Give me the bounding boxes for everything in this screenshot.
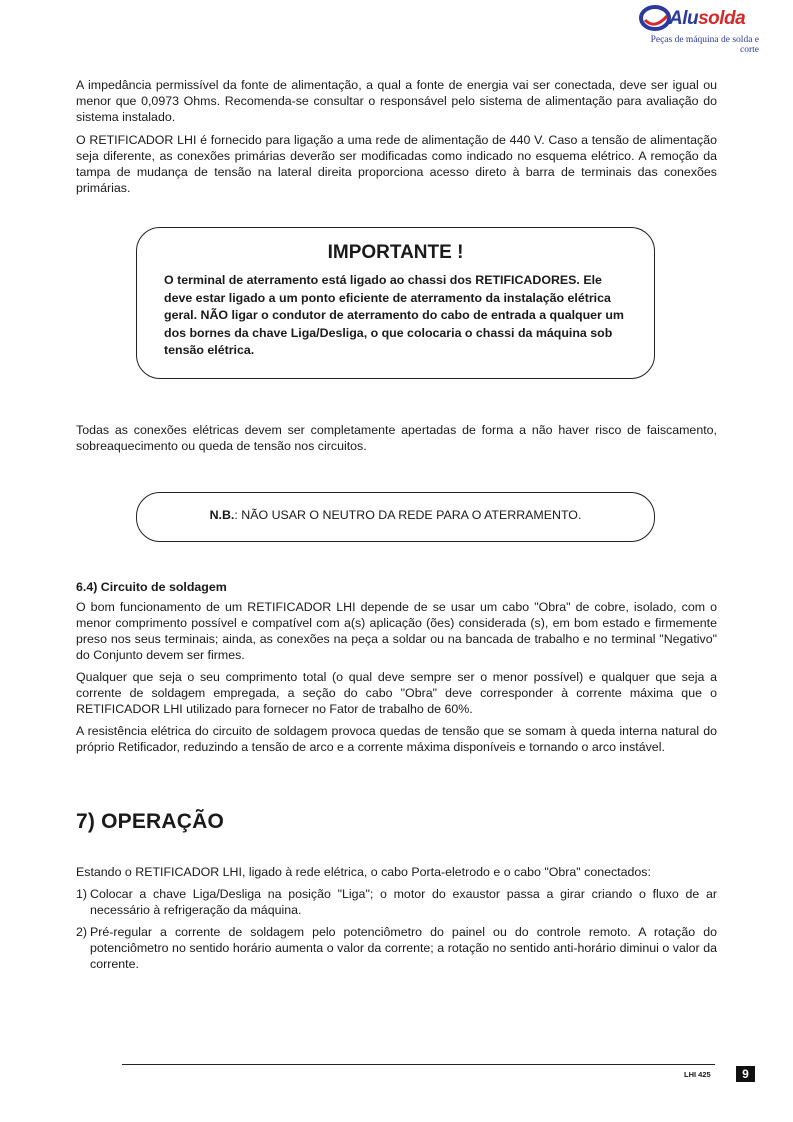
section-7-intro: Estando o RETIFICADOR LHI, ligado à rede elétrica, o cabo Porta-eletrodo e o cabo "Obra" conectados: (76, 865, 651, 879)
section-6-4 (76, 580, 717, 755)
important-box (136, 227, 655, 379)
logo-name-part2: solda (698, 8, 746, 29)
nb-box (136, 492, 655, 542)
connections-paragraph: Todas as conexões elétricas devem ser completamente apertadas de forma a não haver risco de faiscamento, sobreaquecimento ou queda de tensão nos circuitos. (76, 423, 717, 453)
footer-divider (122, 1064, 715, 1065)
supply-paragraph-block (76, 132, 717, 196)
list-item (76, 924, 717, 972)
nb-label: N.B. (209, 508, 235, 522)
section-7 (76, 810, 717, 972)
list-item-text: Colocar a chave Liga/Desliga na posição "Liga"; o motor do exaustor passa a girar criando o fluxo de ar necessário à refrigeração da máquina. (90, 887, 717, 917)
footer-model: LHI 425 (684, 1070, 711, 1079)
logo-swirl-icon (639, 4, 673, 32)
section-6-4-paragraph-2: Qualquer que seja o seu comprimento total (o qual deve sempre ser o menor possível) e qualquer que seja a corrente de soldagem empregada, a seção do cabo "Obra" deve corresponder à corrente máxima que o RETIFICADOR LHI utilizado para fornecer no Fator de trabalho de 60%. (76, 670, 717, 716)
section-6-4-heading: 6.4) Circuito de soldagem (76, 580, 227, 594)
list-item (76, 886, 717, 918)
section-6-4-paragraph-3: A resistência elétrica do circuito de soldagem provoca quedas de tensão que se somam à queda interna natural do próprio Retificador, reduzindo a tensão de arco e a corrente máxima disponíveis e tornando o arco instável. (76, 724, 717, 754)
nb-text (137, 508, 654, 522)
impedance-paragraph: A impedância permissível da fonte de alimentação, a qual a fonte de energia vai ser conectada, deve ser igual ou menor que 0,0973 Ohms. Recomenda-se consultar o responsável pelo sistema de alimentação para avaliação do sistema instalado. (76, 78, 717, 124)
supply-paragraph: O RETIFICADOR LHI é fornecido para ligação a uma rede de alimentação de 440 V. Caso a tensão de alimentação seja diferente, as conexões primárias deverão ser modificadas como indicado no esquema elétrico. A remoção da tampa de mudança de tensão na lateral direita proporciona acesso direto à barra de terminais das conexões primárias. (76, 133, 717, 195)
section-7-heading: 7) OPERAÇÃO (76, 810, 225, 833)
page-number: 9 (736, 1066, 755, 1082)
section-6-4-paragraph-1: O bom funcionamento de um RETIFICADOR LHI depende de se usar um cabo "Obra" de cobre, isolado, com o menor comprimento possível e compatível com a(s) aplicação (ões) considerada (s), em bom estado e firmemente preso nos seus terminais; ainda, as conexões na peça a soldar ou na bancada de trabalho e no terminal "Negativo" do Conjunto devem ser firmes. (76, 600, 717, 662)
impedance-paragraph-block (76, 77, 717, 125)
important-title: IMPORTANTE ! (327, 242, 464, 263)
logo-tagline: Peças de máquina de solda e corte (650, 35, 759, 55)
nb-message: : NÃO USAR O NEUTRO DA REDE PARA O ATERRAMENTO. (234, 508, 582, 522)
list-item-number: 1) (76, 887, 88, 901)
connections-paragraph-block (76, 422, 717, 454)
brand-logo (639, 2, 759, 55)
logo-name (669, 8, 745, 30)
list-item-text: Pré-regular a corrente de soldagem pelo potenciômetro do painel ou do controle remoto. A rotação do potenciômetro no sentido horário aumenta o valor da corrente; a rotação no sentido anti-horário diminui o valor da corrente. (90, 925, 717, 971)
list-item-number: 2) (76, 925, 88, 939)
logo-name-part1: Alu (669, 8, 699, 29)
important-text: O terminal de aterramento está ligado ao chassi dos RETIFICADORES. Ele deve estar ligado a um ponto eficiente de aterramento da instalação elétrica geral. NÃO ligar o condutor de aterramento do cabo de entrada a qualquer um dos bornes da chave Liga/Desliga, o que colocaria o chassi da máquina sob tensão elétrica. (164, 273, 624, 357)
